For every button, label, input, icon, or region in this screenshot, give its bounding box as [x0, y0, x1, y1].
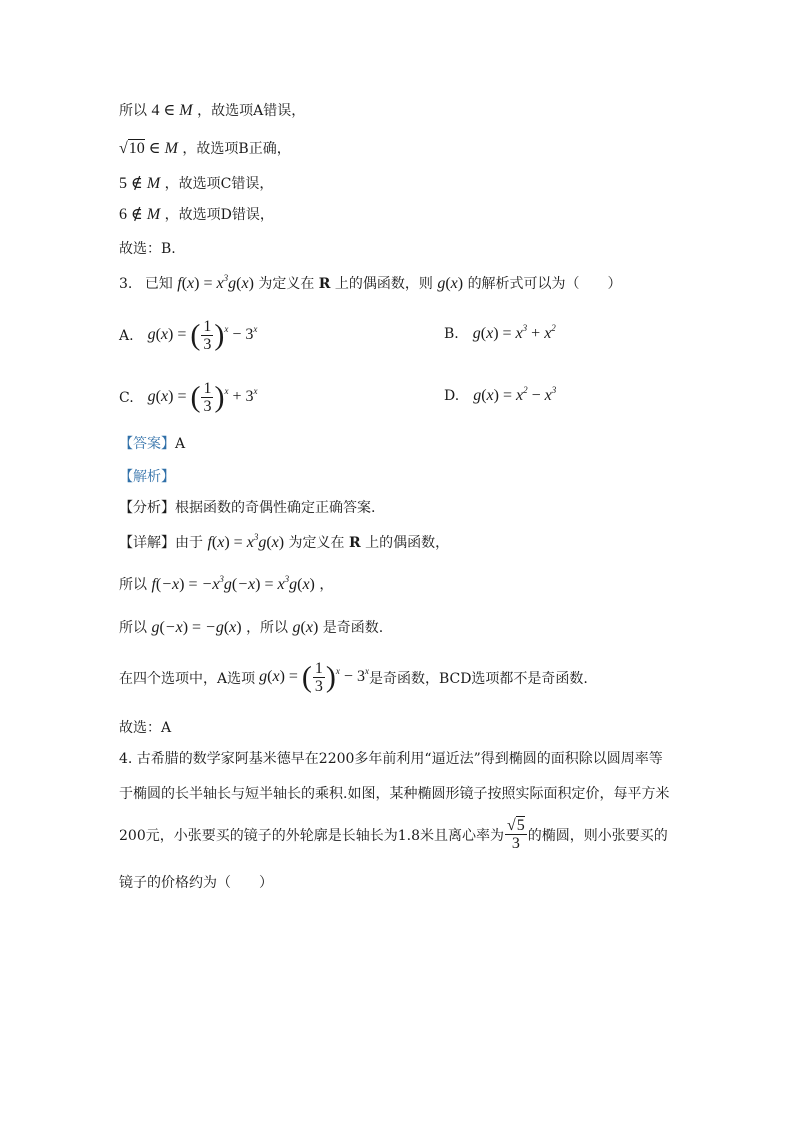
text: 根据函数的奇偶性确定正确答案.	[175, 500, 376, 516]
text: 上的偶函数，	[365, 535, 450, 551]
text: 的解析式可以为（ ）	[467, 276, 622, 292]
math-expr: √10 ∈ M	[119, 140, 178, 157]
text: 所以	[119, 103, 147, 119]
line-5-notin-M	[119, 173, 703, 195]
answer-tag: 【答案】	[119, 436, 175, 452]
fenxi-line	[119, 497, 703, 519]
math-expr: g(x) = ( $\frac{1}{3}$ )$^x - 3^x$	[147, 318, 258, 353]
option-label: C.	[119, 389, 134, 406]
analysis-line	[119, 466, 703, 488]
option-a	[119, 318, 257, 353]
q4-line-1	[119, 748, 703, 770]
option-label: D.	[444, 388, 460, 404]
text: ，	[319, 577, 334, 593]
text: R	[348, 535, 361, 551]
option-label: B.	[444, 326, 459, 342]
text: ，故选项B正确，	[182, 141, 291, 157]
text: 镜子的价格约为（ ）	[119, 875, 273, 891]
line-6-notin-M	[119, 204, 703, 226]
math-expr: g(−x) = −g(x)	[151, 619, 242, 636]
answer-line	[119, 433, 703, 455]
text: R	[318, 276, 331, 292]
text: 的椭圆，则小张要买的	[527, 827, 668, 844]
fenxi-tag: 【分析】	[119, 500, 175, 516]
option-b	[444, 325, 556, 343]
option-d	[444, 387, 556, 405]
text: 为定义在	[288, 535, 345, 551]
option-label: A.	[119, 327, 134, 344]
text: 于椭圆的长半轴长与短半轴长的乘积.如图，某种椭圆形镜子按照实际面积定价，每平方米	[119, 786, 670, 802]
text: 故选：B.	[119, 241, 176, 257]
q4-line-3	[119, 817, 668, 852]
math-expr: g(x)	[437, 275, 464, 292]
detail-step-2	[119, 617, 703, 639]
line-choice-B	[119, 238, 703, 260]
text: 上的偶函数，则	[334, 276, 433, 292]
text: ，故选项A错误，	[197, 103, 306, 119]
math-expr: 5 ∉ M	[119, 175, 161, 192]
math-expr: 4 ∈ M	[151, 102, 193, 119]
math-expr: $f(x) = x^3g(x)$	[177, 273, 254, 292]
text: 是奇函数，BCD选项都不是奇函数.	[368, 670, 588, 687]
detail-choice	[119, 717, 703, 739]
text: ，所以	[246, 620, 289, 636]
text: 是奇函数.	[322, 620, 384, 636]
detail-line	[119, 532, 703, 554]
text: 由于	[175, 535, 203, 551]
math-expr: $f(-x) = -x^3g(-x) = x^3g(x)$	[151, 574, 315, 593]
text: 为定义在	[258, 276, 315, 292]
math-expr: $g(x) = x^2 - x^3$	[473, 385, 557, 404]
line-sqrt10	[119, 138, 703, 160]
math-expr: g(x) = ( $\frac{1}{3}$ )$^x + 3^x$	[147, 380, 258, 415]
text: 200元，小张要买的镜子的外轮廓是长轴长为1.8米且离心率为	[119, 827, 504, 844]
text: 已知	[144, 276, 173, 292]
q4-line-4	[119, 872, 703, 894]
math-expr: g(x) = ( $\frac{1}{3}$ )$^x - 3^x$	[259, 660, 369, 695]
analysis-tag: 【解析】	[119, 469, 175, 485]
detail-step-3	[119, 660, 588, 695]
math-expr: $g(x) = x^3 + x^2$	[472, 323, 556, 342]
answer-value: A	[175, 436, 186, 452]
math-expr: $\frac{√5}{3}$	[507, 817, 525, 852]
detail-tag: 【详解】	[119, 535, 175, 551]
q3-stem	[119, 273, 703, 295]
text: 所以	[119, 620, 147, 636]
detail-step-1	[119, 574, 703, 596]
text: ，故选项C错误，	[164, 176, 274, 192]
math-expr: $f(x) = x^3g(x)$	[207, 532, 285, 551]
math-expr: 6 ∉ M	[119, 206, 161, 223]
text: ，故选项D错误，	[164, 207, 274, 223]
text: 4. 古希腊的数学家阿基米德早在2200多年前利用“逼近法”得到椭圆的面积除以圆周率等	[119, 751, 663, 767]
text: 所以	[119, 577, 147, 593]
math-expr: g(x)	[292, 619, 319, 636]
q4-line-2	[119, 783, 703, 805]
line-4-in-M	[119, 100, 703, 122]
option-c	[119, 380, 258, 415]
text: 在四个选项中，A选项	[119, 670, 256, 687]
question-number: 3.	[119, 276, 133, 292]
text: 故选：A	[119, 720, 172, 736]
